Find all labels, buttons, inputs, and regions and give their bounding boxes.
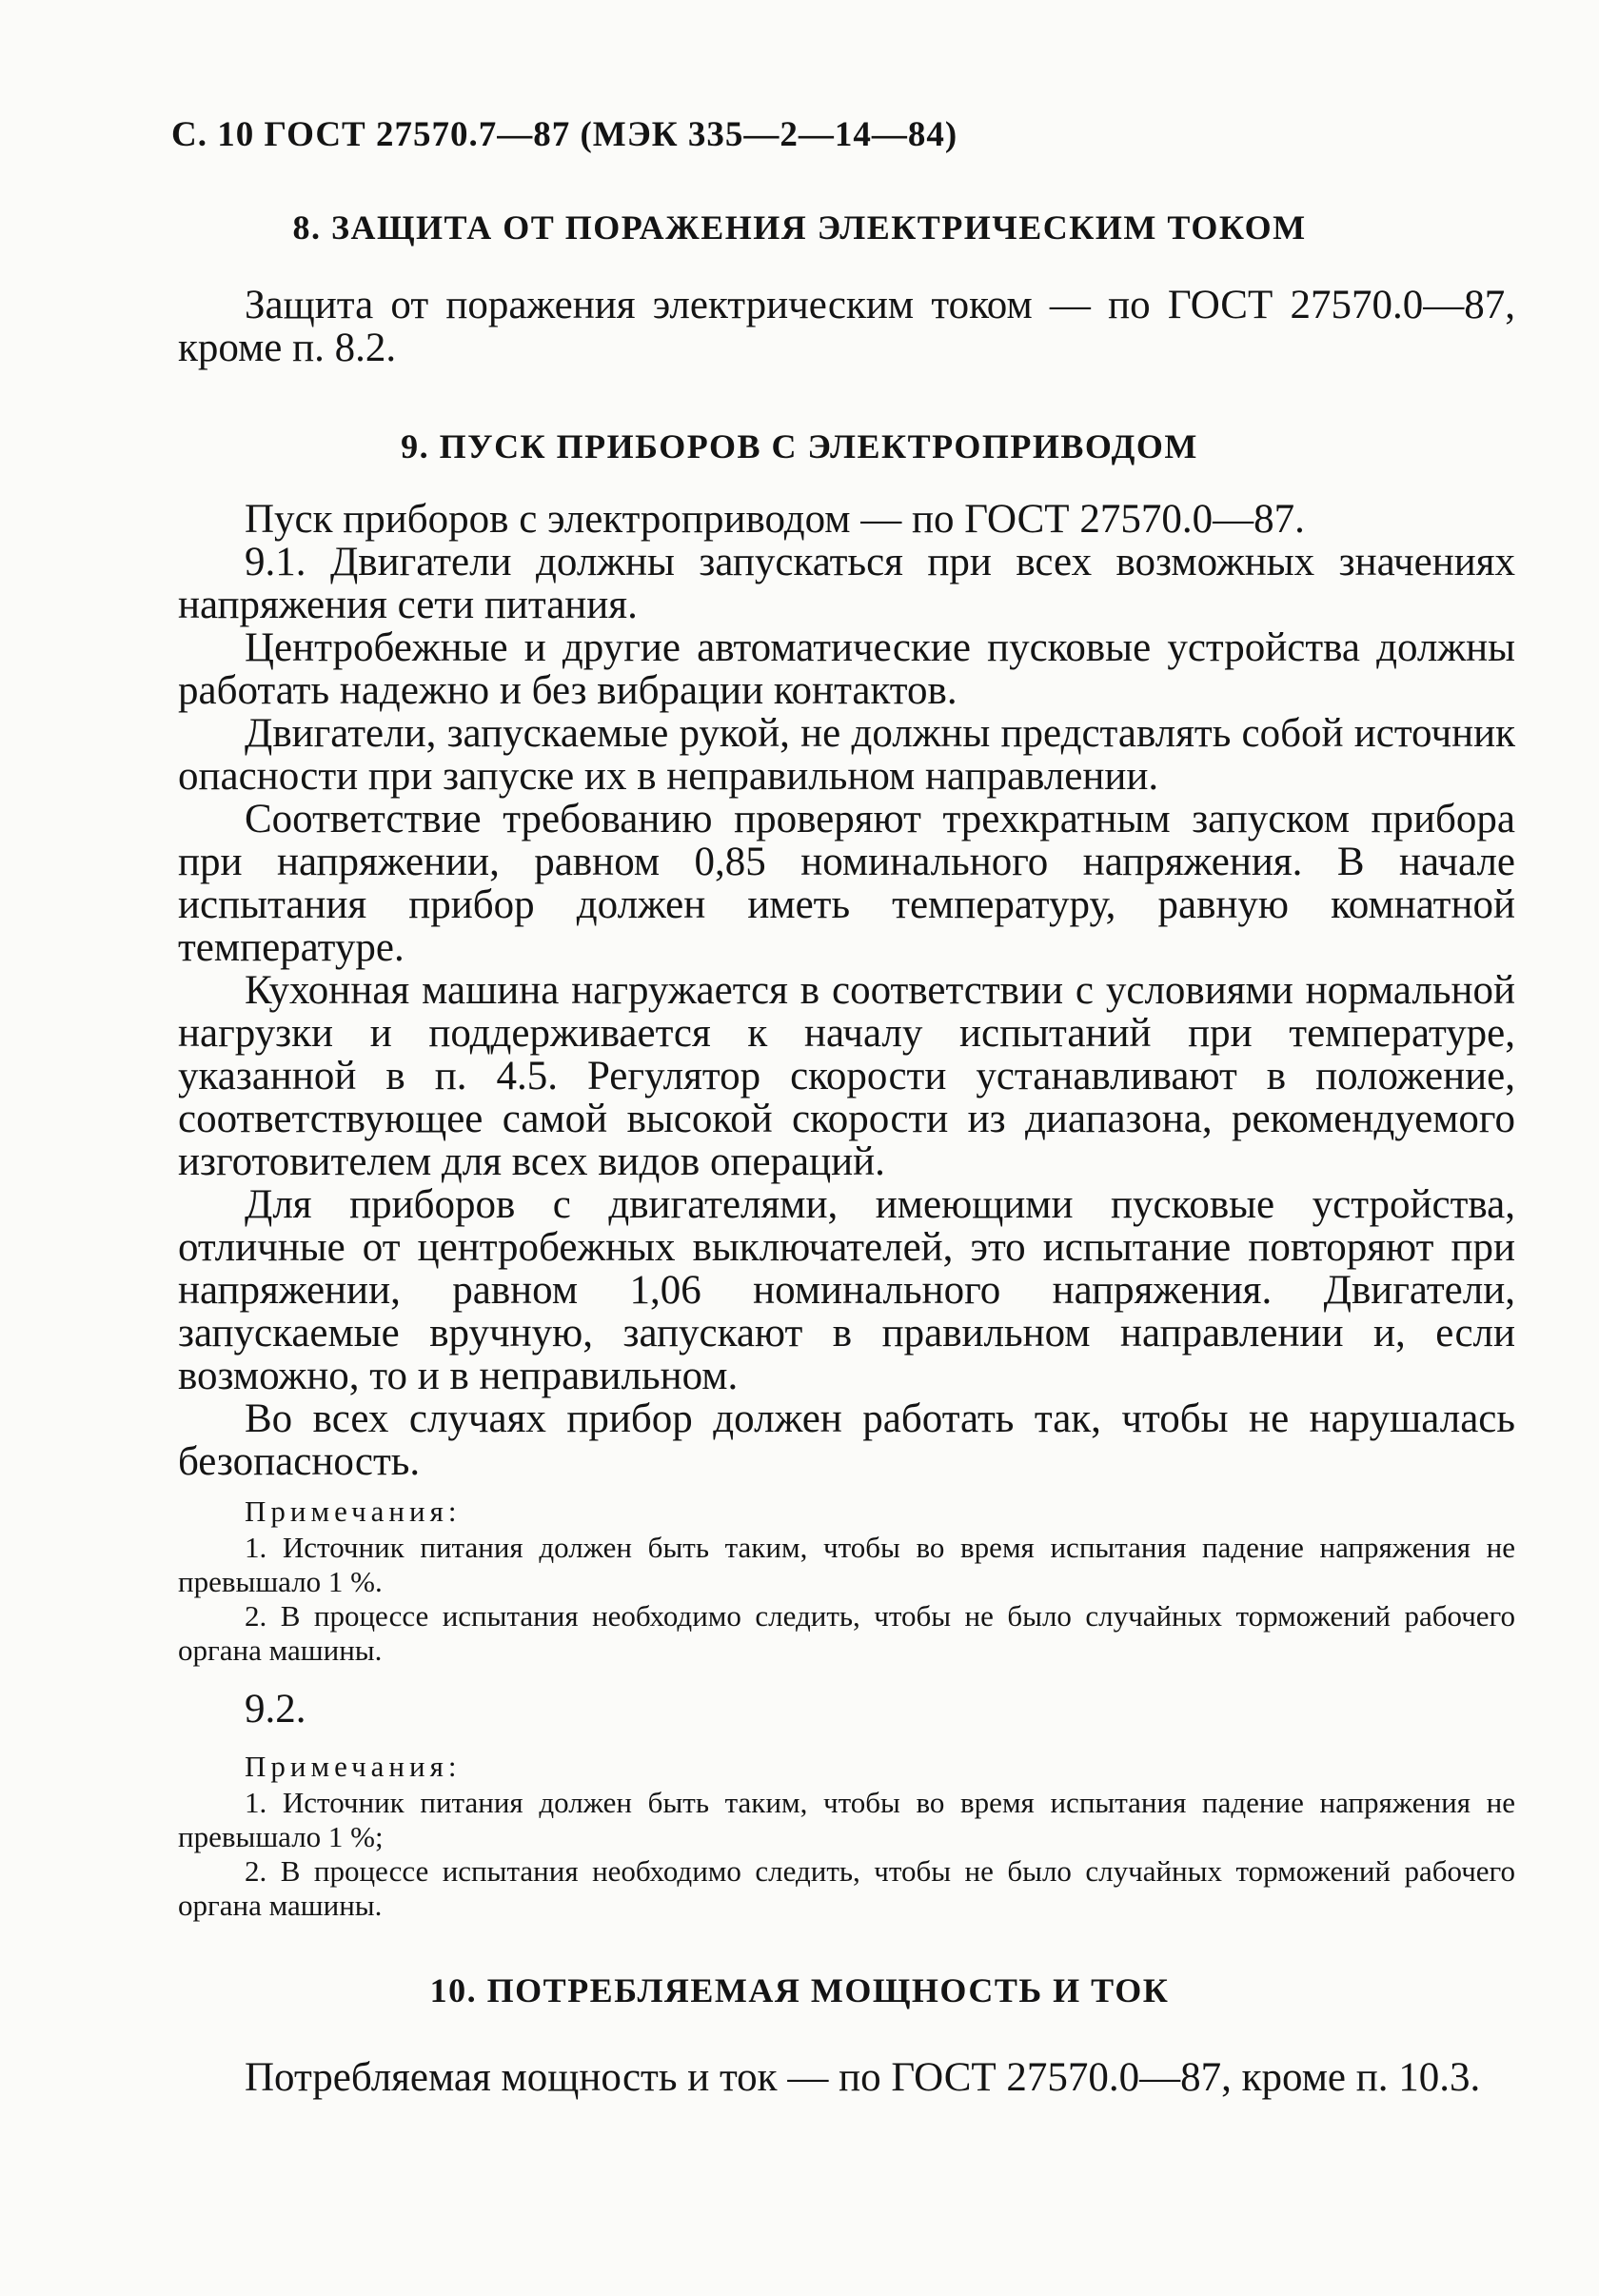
paragraph: Пуск приборов с электроприводом — по ГОСТ 27570.0—87.	[245, 497, 1305, 542]
paragraph: Потребляемая мощность и ток — по ГОСТ 27570.0—87, кроме п. 10.3.	[245, 2055, 1481, 2100]
section-8-title: 8. ЗАЩИТА ОТ ПОРАЖЕНИЯ ЭЛЕКТРИЧЕСКИМ ТОКОМ	[292, 208, 1307, 247]
paragraph: Кухонная машина нагружается в соответствии с условиями нормальной нагрузки и поддерживается к началу испытаний при температуре, указанной в п. 4.5. Регулятор скорости устанавливают в положение, соответствующее самой высокой скорости из диапазона, рекомендуемого изготовителем для всех видов операций.	[178, 968, 1515, 1184]
section-9-title: 9. ПУСК ПРИБОРОВ С ЭЛЕКТРОПРИВОДОМ	[401, 427, 1198, 465]
notes-block-1	[178, 1494, 1515, 1668]
paragraph: Для приборов с двигателями, имеющими пусковые устройства, отличные от центробежных выключателей, это испытание повторяют при напряжении, равном 1,06 номинального напряжения. Двигатели, запускаемые вручную, запускают в правильном направлении и, если возможно, то и в неправильном.	[178, 1182, 1515, 1398]
notes-block-2	[178, 1750, 1515, 1923]
clause-9-2: 9.2.	[245, 1687, 306, 1732]
note-item: 1. Источник питания должен быть таким, чтобы во время испытания падение напряжения не превышало 1 %.	[178, 1531, 1515, 1598]
note-item: 2. В процессе испытания необходимо следить, чтобы не было случайных торможений рабочего органа машины.	[178, 1854, 1515, 1922]
paragraph: Во всех случаях прибор должен работать так, чтобы не нарушалась безопасность.	[178, 1396, 1515, 1484]
notes-title: Примечания:	[245, 1494, 462, 1528]
section-10-body	[178, 2056, 1515, 2099]
paragraph: 9.1. Двигатели должны запускаться при всех возможных значениях напряжения сети питания.	[178, 540, 1515, 627]
section-10-title: 10. ПОТРЕБЛЯЕМАЯ МОЩНОСТЬ И ТОК	[429, 1971, 1170, 2009]
note-item: 2. В процессе испытания необходимо следить, чтобы не было случайных торможений рабочего органа машины.	[178, 1599, 1515, 1667]
note-item: 1. Источник питания должен быть таким, чтобы во время испытания падение напряжения не превышало 1 %;	[178, 1786, 1515, 1853]
paragraph: Соответствие требованию проверяют трехкратным запуском прибора при напряжении, равном 0,85 номинального напряжения. В начале испытания прибор должен иметь температуру, равную комнатной температуре.	[178, 797, 1515, 970]
section-8-body	[178, 284, 1515, 369]
page-header: С. 10 ГОСТ 27570.7—87 (МЭК 335—2—14—84)	[171, 115, 958, 154]
paragraph: Двигатели, запускаемые рукой, не должны представлять собой источник опасности при запуске их в неправильном направлении.	[178, 711, 1515, 799]
paragraph: Центробежные и другие автоматические пусковые устройства должны работать надежно и без вибрации контактов.	[178, 625, 1515, 713]
paragraph: Защита от поражения электрическим током — по ГОСТ 27570.0—87, кроме п. 8.2.	[178, 283, 1515, 370]
section-9-body	[178, 498, 1515, 1483]
notes-title: Примечания:	[245, 1750, 462, 1783]
